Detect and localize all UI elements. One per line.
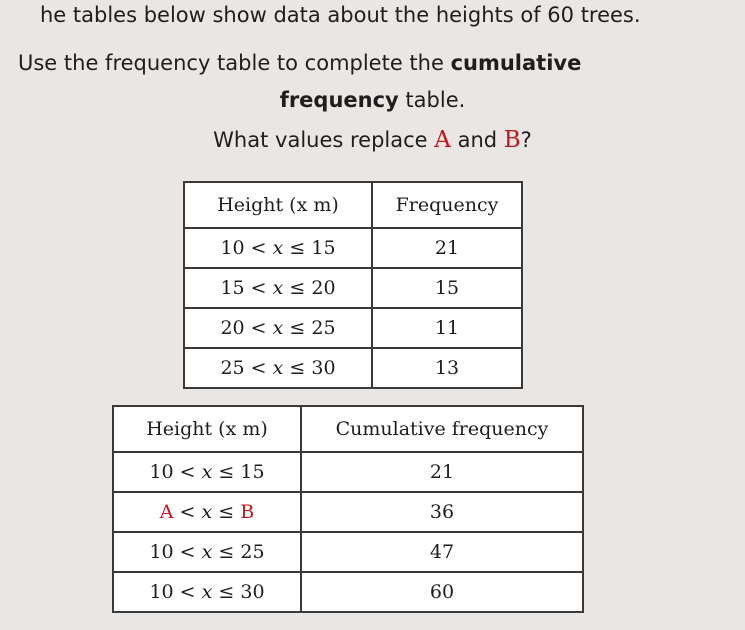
variable-x: x: [272, 277, 284, 299]
height-range: [113, 532, 301, 572]
less-than-symbol: <: [179, 501, 196, 523]
variable-x: x: [272, 357, 284, 379]
instruction-line: [18, 51, 581, 75]
less-than-symbol: <: [179, 581, 196, 603]
less-equal-symbol: ≤: [289, 277, 306, 299]
cumulative-word: cumulative: [450, 51, 582, 75]
less-equal-symbol: ≤: [218, 501, 235, 523]
height-range: [184, 348, 372, 388]
range-high: 20: [311, 277, 336, 299]
table-row: [184, 308, 522, 348]
less-than-symbol: <: [179, 461, 196, 483]
range-high: 15: [240, 461, 265, 483]
height-range: [113, 492, 301, 532]
table-row: [184, 348, 522, 388]
less-than-symbol: <: [179, 541, 196, 563]
variable-x: x: [201, 581, 213, 603]
value-a-label: A: [434, 127, 451, 153]
cumulative-value: 21: [301, 452, 583, 492]
variable-x: x: [201, 461, 213, 483]
table-row: [184, 268, 522, 308]
variable-x: x: [272, 237, 284, 259]
variable-x: x: [201, 501, 213, 523]
frequency-value: 15: [372, 268, 522, 308]
range-low-a: A: [159, 501, 174, 523]
less-than-symbol: <: [250, 317, 267, 339]
less-equal-symbol: ≤: [289, 357, 306, 379]
instruction-text: Use the frequency table to complete the: [18, 51, 451, 75]
range-low: 10: [149, 461, 174, 483]
table-row: [184, 228, 522, 268]
height-range: [184, 268, 372, 308]
less-than-symbol: <: [250, 357, 267, 379]
table-row: [113, 452, 583, 492]
range-high: 25: [311, 317, 336, 339]
intro-text: he tables below show data about the heights of 60 trees.: [40, 3, 641, 27]
range-low: 15: [220, 277, 245, 299]
variable-x: x: [201, 541, 213, 563]
header-height: Height (x m): [113, 406, 301, 452]
height-range: [184, 308, 372, 348]
range-low: 10: [220, 237, 245, 259]
table-header-row: [113, 406, 583, 452]
value-b-label: B: [503, 127, 521, 153]
range-high: 30: [311, 357, 336, 379]
frequency-value: 11: [372, 308, 522, 348]
question-mark: ?: [520, 128, 532, 152]
question-pre: What values replace: [213, 128, 435, 152]
cumulative-value: 60: [301, 572, 583, 612]
height-range: [184, 228, 372, 268]
range-low: 10: [149, 581, 174, 603]
less-equal-symbol: ≤: [218, 581, 235, 603]
question-text: [0, 127, 745, 153]
range-high: 25: [240, 541, 265, 563]
frequency-value: 21: [372, 228, 522, 268]
less-equal-symbol: ≤: [218, 461, 235, 483]
table-header-row: [184, 182, 522, 228]
cumulative-frequency-table: [112, 405, 584, 613]
question-mid: and: [450, 128, 504, 152]
less-equal-symbol: ≤: [218, 541, 235, 563]
range-high-b: B: [240, 501, 255, 523]
cumulative-value: 47: [301, 532, 583, 572]
table-word: table.: [398, 88, 466, 112]
table-row: [113, 492, 583, 532]
table-row: [113, 532, 583, 572]
range-low: 25: [220, 357, 245, 379]
less-than-symbol: <: [250, 237, 267, 259]
height-range: [113, 572, 301, 612]
frequency-value: 13: [372, 348, 522, 388]
less-than-symbol: <: [250, 277, 267, 299]
cumulative-value: 36: [301, 492, 583, 532]
header-cumulative-frequency: Cumulative frequency: [301, 406, 583, 452]
variable-x: x: [272, 317, 284, 339]
frequency-word: frequency: [279, 88, 399, 112]
less-equal-symbol: ≤: [289, 317, 306, 339]
range-high: 15: [311, 237, 336, 259]
header-height: Height (x m): [184, 182, 372, 228]
range-high: 30: [240, 581, 265, 603]
instruction-line-2: [0, 88, 745, 112]
header-frequency: Frequency: [372, 182, 522, 228]
range-low: 10: [149, 541, 174, 563]
less-equal-symbol: ≤: [289, 237, 306, 259]
table-row: [113, 572, 583, 612]
height-range: [113, 452, 301, 492]
range-low: 20: [220, 317, 245, 339]
frequency-table: [183, 181, 523, 389]
